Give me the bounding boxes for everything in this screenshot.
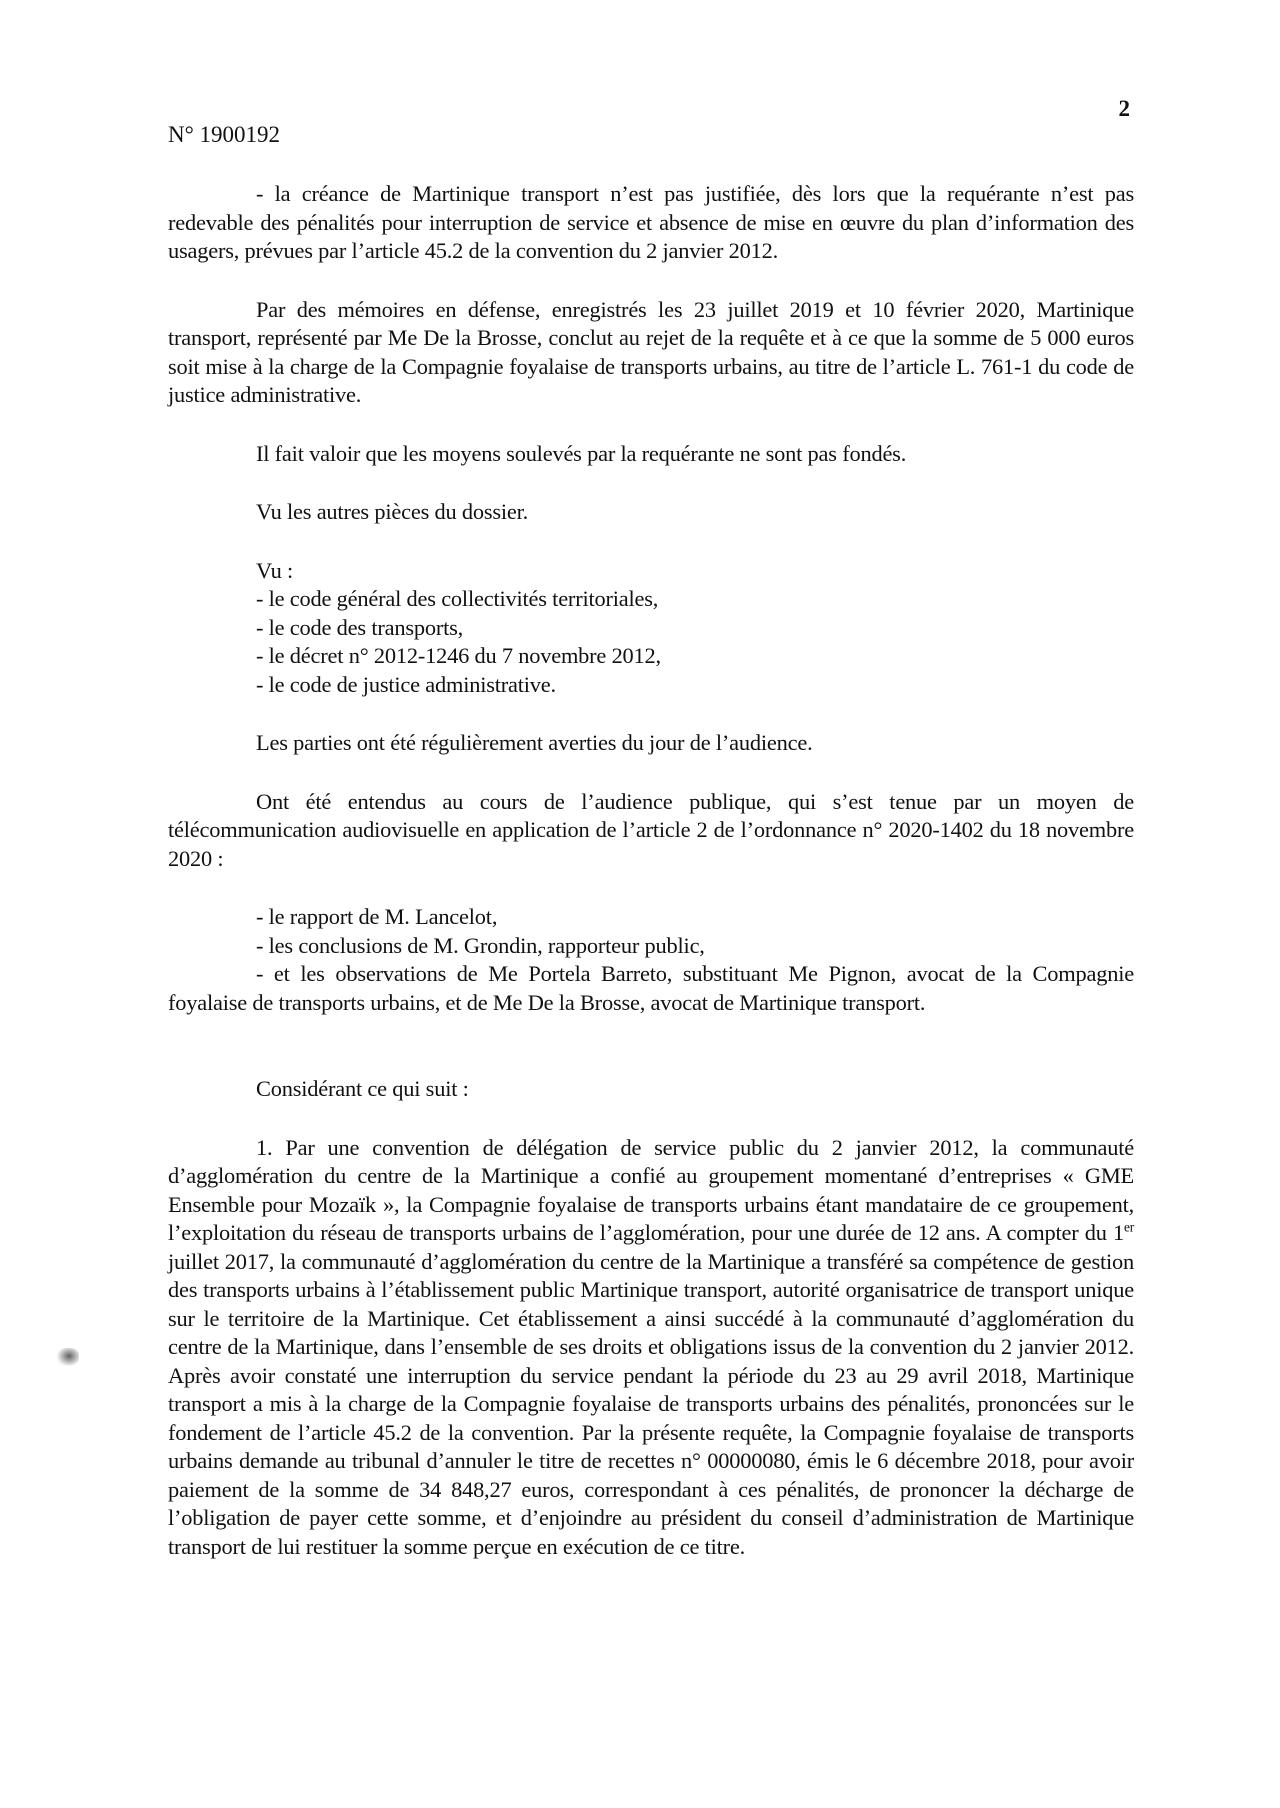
paragraph-creance: - la créance de Martinique transport n’est pas justifiée, dès lors que la requérante n’est pas redevable des pénalités pour interruption de service et absence de mise en œuvre du plan d’information des usagers, prévues par l’article 45.2 de la convention du 2 janvier 2012. <box>168 181 1134 263</box>
paragraph-considerant: Considérant ce qui suit : <box>256 1076 469 1101</box>
vu-item: - le décret n° 2012-1246 du 7 novembre 2012, <box>256 643 661 668</box>
hearing-item: - et les observations de Me Portela Barreto, substituant Me Pignon, avocat de la Compagnie foyalaise de transports urbains, et de Me De la Brosse, avocat de Martinique transport. <box>168 961 1134 1015</box>
paragraph-memoires-defense: Par des mémoires en défense, enregistrés les 23 juillet 2019 et 10 février 2020, Martinique transport, représenté par Me De la Brosse, conclut au rejet de la requête et à ce que la somme de 5 000 euros soit mise à la charge de la Compagnie foyalaise de transports urbains, au titre de l’article L. 761-1 du code de justice administrative. <box>168 296 1134 407</box>
hearing-item: - le rapport de M. Lancelot, <box>256 904 498 929</box>
case-number: N° 1900192 <box>168 122 281 147</box>
ordinal-superscript: er <box>1123 1219 1134 1235</box>
vu-heading: Vu : <box>256 557 294 583</box>
scan-artifact <box>57 1348 79 1366</box>
paragraph-autres-pieces: Vu les autres pièces du dossier. <box>256 499 529 524</box>
vu-item: - le code général des collectivités territoriales, <box>256 586 659 611</box>
point-1-text-start: 1. Par une convention de délégation de service public du 2 janvier 2012, la communauté d’agglomération du centre de la Martinique a confié au groupement momentané d’entreprises « GME Ensemble pour Mozaïk », la Compagnie foyalaise de transports urbains étant mandataire de ce groupement, l’exploitation du réseau de transports urbains de l’agglomération, pour une durée de 12 ans. A compter du 1 <box>168 1134 1134 1245</box>
document-body <box>168 180 1134 1561</box>
vu-list <box>168 557 1134 700</box>
paragraph-point-1 <box>168 1134 1134 1562</box>
point-1-text-end: juillet 2017, la communauté d’agglomération du centre de la Martinique a transféré sa compétence de gestion des transports urbains à l’établissement public Martinique transport, autorité organisatrice de transport unique sur le territoire de la Martinique. Cet établissement a ainsi succédé à la communauté d’agglomération du centre de la Martinique, dans l’ensemble de ses droits et obligations issus de la convention du 2 janvier 2012. Après avoir constaté une interruption du service pendant la période du 23 au 29 avril 2018, Martinique transport a mis à la charge de la Compagnie foyalaise de transports urbains des pénalités, prononcées sur le fondement de l’article 45.2 de la convention. Par la présente requête, la Compagnie foyalaise de transports urbains demande au tribunal d’annuler le titre de recettes n° 00000080, émis le 6 décembre 2018, pour avoir paiement de la somme de 34 848,27 euros, correspondant à ces pénalités, de prononcer la décharge de l’obligation de payer cette somme, et d’enjoindre au président du conseil d’administration de Martinique transport de lui restituer la somme perçue en exécution de ce titre. <box>168 1248 1134 1559</box>
hearing-list <box>168 903 1134 1017</box>
vu-item: - le code des transports, <box>256 614 464 640</box>
vu-item: - le code de justice administrative. <box>256 671 556 697</box>
paragraph-audience-publique: Ont été entendus au cours de l’audience publique, qui s’est tenue par un moyen de télécommunication audiovisuelle en application de l’article 2 de l’ordonnance n° 2020-1402 du 18 novembre 2020 : <box>168 788 1134 871</box>
hearing-item: - les conclusions de M. Grondin, rapporteur public, <box>256 932 705 958</box>
page-number: 2 <box>1118 96 1130 121</box>
paragraph-fait-valoir: Il fait valoir que les moyens soulevés par la requérante ne sont pas fondés. <box>256 440 907 466</box>
paragraph-parties-averties: Les parties ont été régulièrement averties du jour de l’audience. <box>256 730 813 755</box>
